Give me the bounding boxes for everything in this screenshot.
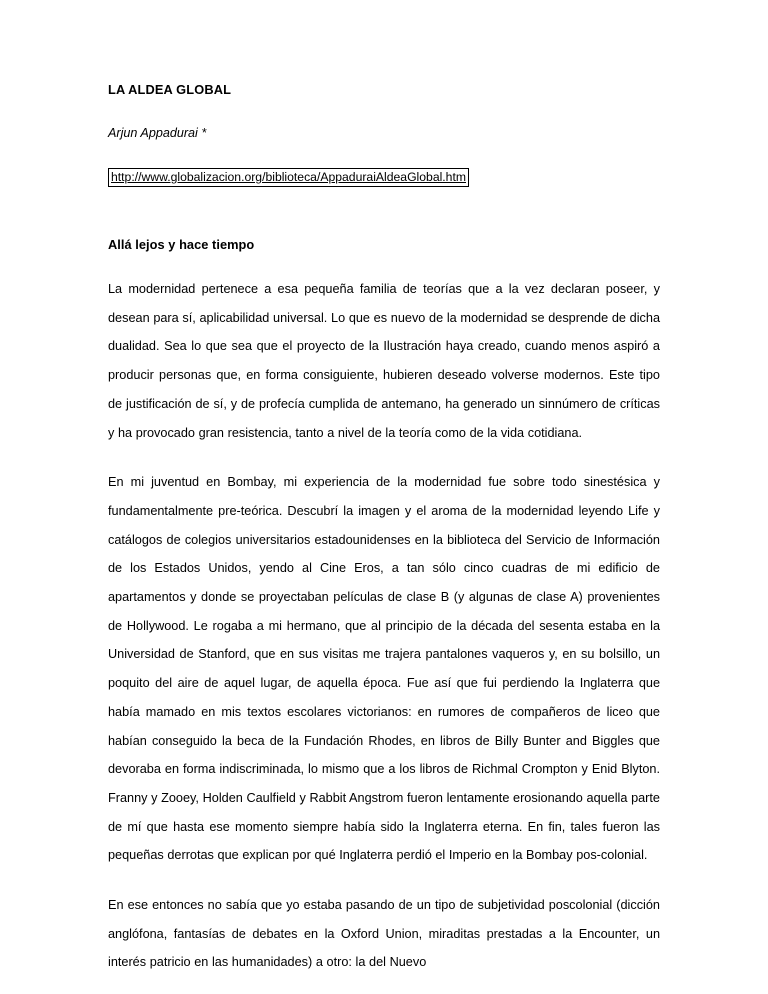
source-url-link[interactable]: http://www.globalizacion.org/biblioteca/AppaduraiAldeaGlobal.htm [111, 170, 467, 184]
document-content-column [108, 0, 660, 977]
source-url-box[interactable] [108, 168, 469, 187]
section-heading: Allá lejos y hace tiempo [108, 237, 255, 252]
page-title: LA ALDEA GLOBAL [108, 82, 232, 97]
body-paragraph: La modernidad pertenece a esa pequeña familia de teorías que a la vez declaran poseer, y desean para sí, aplicabilidad universal. Lo que es nuevo de la modernidad se desprende de dicha dualidad. Sea lo que sea que el proyecto de la Ilustración haya creado, cuando menos aspiró a producir personas que, en forma consiguiente, hubieren deseado volverse modernos. Este tipo de justificación de sí, y de profecía cumplida de antemano, ha generado un sinnúmero de críticas y ha provocado gran resistencia, tanto a nivel de la teoría como de la vida cotidiana. [108, 282, 660, 440]
body-paragraph: En ese entonces no sabía que yo estaba pasando de un tipo de subjetividad poscolonial (dicción anglófona, fantasías de debates en la Oxford Union, miraditas prestadas a la Encounter, un interés patricio en las humanidades) a otro: la del Nuevo [108, 898, 660, 970]
author-byline: Arjun Appadurai * [108, 126, 207, 140]
source-url-container [108, 141, 660, 187]
body-paragraph: En mi juventud en Bombay, mi experiencia de la modernidad fue sobre todo sinestésica y fundamentalmente pre-teórica. Descubrí la imagen y el aroma de la modernidad leyendo Life y catálogos de colegios universitarios estadounidenses en la biblioteca del Servicio de Información de los Estados Unidos, yendo al Cine Eros, a tan sólo cinco cuadras de mi edificio de apartamentos y donde se proyectaban películas de clase B (y algunas de clase A) provenientes de Hollywood. Le rogaba a mi hermano, que al principio de la década del sesenta estaba en la Universidad de Stanford, que en sus visitas me trajera pantalones vaqueros y, en su bolsillo, un poquito del aire de aquel lugar, de aquella época. Fue así que fui perdiendo la Inglaterra que había mamado en mis textos escolares victorianos: en rumores de compañeros de liceo que habían conseguido la beca de la Fundación Rhodes, en libros de Billy Bunter and Biggles que devoraba en forma indiscriminada, lo mismo que a los libros de Richmal Crompton y Enid Blyton. Franny y Zooey, Holden Caulfield y Rabbit Angstrom fueron lentamente erosionando aquella parte de mí que hasta ese momento siempre había sido la Inglaterra eterna. En fin, tales fueron las pequeñas derrotas que explican por qué Inglaterra perdió el Imperio en la Bombay pos-colonial. [108, 475, 660, 863]
